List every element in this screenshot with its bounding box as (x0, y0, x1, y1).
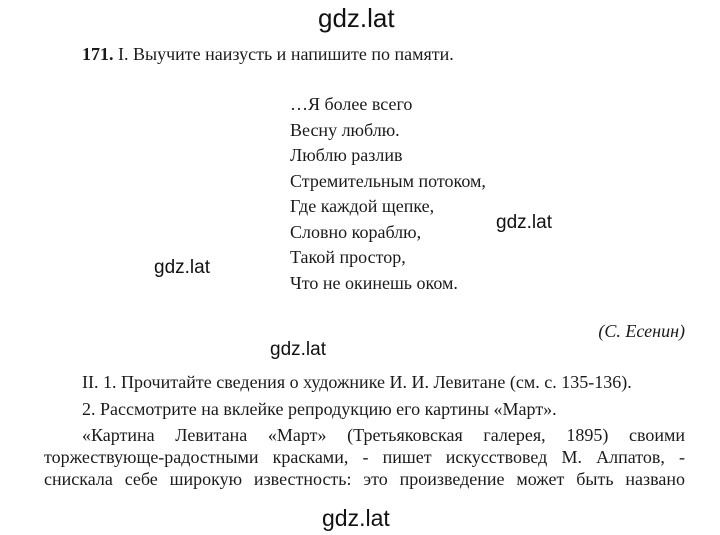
poem-line: Словно кораблю, (290, 221, 422, 242)
poem-line: Стремительным потоком, (290, 170, 486, 191)
watermark-top: gdz.lat (318, 3, 395, 33)
watermark-middle: gdz.lat (270, 339, 326, 360)
paragraph-line: снискала себе широкую известность: это произведение может быть названо (44, 469, 685, 489)
poem-line: Люблю разлив (290, 145, 403, 165)
part2-item-1: II. 1. Прочитайте сведения о художнике И. И. Левитане (см. с. 135-136). (82, 372, 632, 392)
poem (290, 92, 486, 296)
watermark-right: gdz.lat (496, 212, 552, 233)
task-instruction: I. Выучите наизусть и напишите по памяти. (113, 44, 454, 64)
poem-line: Такой простор, (290, 247, 406, 267)
poem-line: …Я более всего (290, 94, 413, 114)
paragraph-line: «Картина Левитана «Март» (Третьяковская галерея, 1895) своими (82, 425, 685, 445)
poem-line: Весну люблю. (290, 119, 400, 140)
task-number: 171. (82, 44, 114, 64)
poem-author: (С. Есенин) (598, 321, 685, 341)
part2-item-2: 2. Рассмотрите на вклейке репродукцию его картины «Март». (82, 399, 557, 419)
task-heading (82, 44, 454, 65)
watermark-left: gdz.lat (154, 257, 210, 278)
poem-line: Где каждой щепке, (290, 196, 435, 216)
watermark-bottom: gdz.lat (322, 505, 390, 531)
paragraph-line: торжествующе-радостными красками, - пишет искусствовед М. Алпатов, - (44, 447, 685, 467)
poem-line: Что не окинешь оком. (290, 272, 458, 293)
